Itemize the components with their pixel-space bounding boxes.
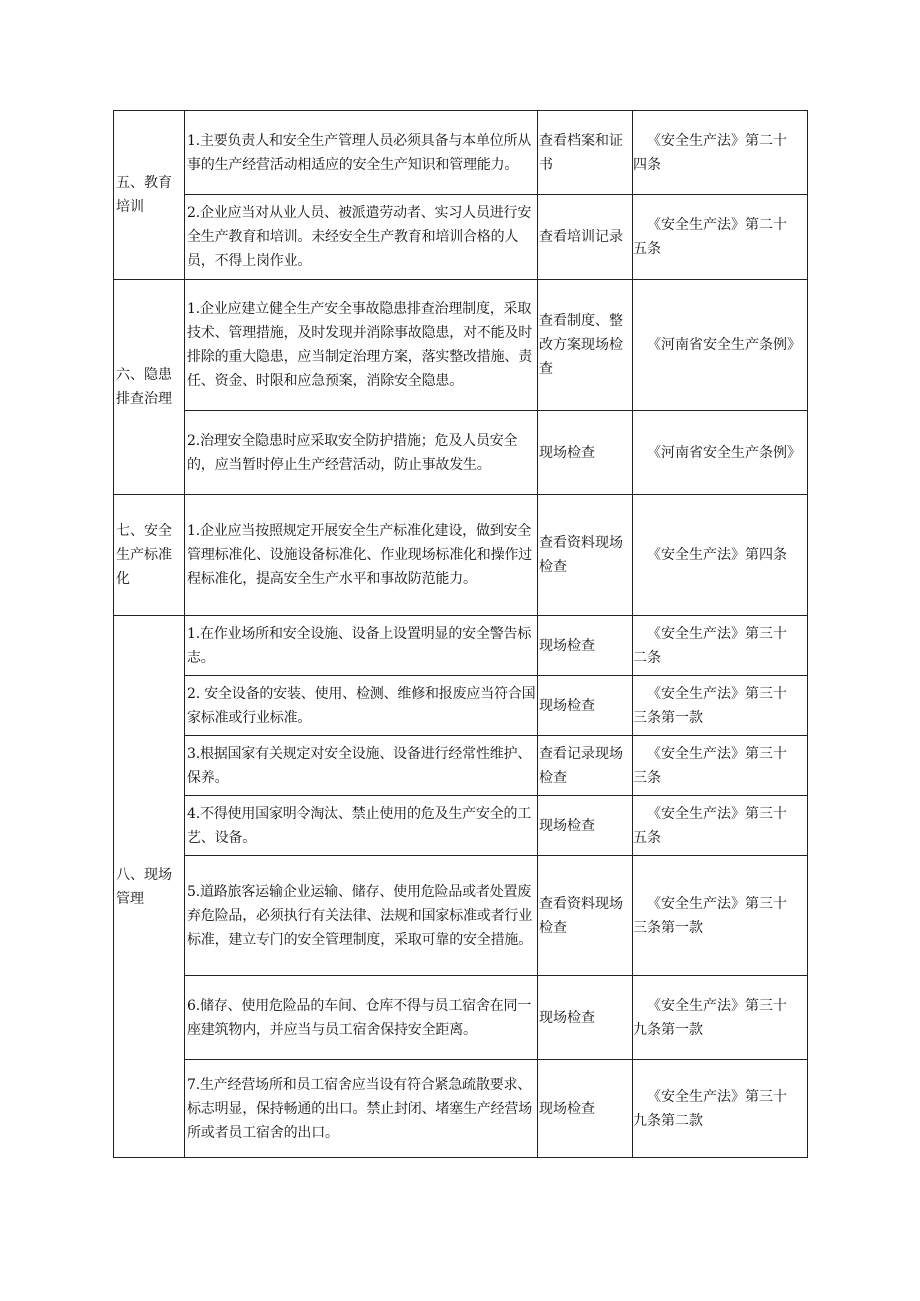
legal-basis-cell: 《安全生产法》第二十 五条 — [633, 195, 808, 280]
legal-basis-cell: 《河南省安全生产条例》 — [633, 411, 808, 495]
requirement-cell: 3.根据国家有关规定对安全设施、设备进行经常性维护、保养。 — [185, 736, 538, 796]
check-method-cell: 现场检查 — [538, 796, 633, 856]
check-method-cell: 现场检查 — [538, 411, 633, 495]
table-row — [114, 676, 808, 736]
requirement-cell: 2.企业应当对从业人员、被派遣劳动者、实习人员进行安全生产教育和培训。未经安全生产教育和培训合格的人员，不得上岗作业。 — [185, 195, 538, 280]
check-method-cell: 查看资料现场检查 — [538, 495, 633, 616]
table-row — [114, 856, 808, 976]
table-row — [114, 280, 808, 411]
table-row — [114, 411, 808, 495]
legal-basis-cell: 《河南省安全生产条例》 — [633, 280, 808, 411]
requirement-cell: 6.储存、使用危险品的车间、仓库不得与员工宿舍在同一座建筑物内，并应当与员工宿舍保持安全距离。 — [185, 976, 538, 1060]
table-row — [114, 976, 808, 1060]
check-method-cell: 现场检查 — [538, 616, 633, 676]
check-method-cell: 现场检查 — [538, 976, 633, 1060]
table-row — [114, 195, 808, 280]
requirement-cell: 2.治理安全隐患时应采取安全防护措施；危及人员安全的，应当暂时停止生产经营活动，防止事故发生。 — [185, 411, 538, 495]
legal-basis-cell: 《安全生产法》第三十 九条第一款 — [633, 976, 808, 1060]
legal-basis-cell: 《安全生产法》第二十 四条 — [633, 111, 808, 195]
requirement-cell: 1.在作业场所和安全设施、设备上设置明显的安全警告标志。 — [185, 616, 538, 676]
legal-basis-cell: 《安全生产法》第三十 九条第二款 — [633, 1060, 808, 1158]
check-method-cell: 查看档案和证书 — [538, 111, 633, 195]
table-row — [114, 1060, 808, 1158]
requirement-cell: 5.道路旅客运输企业运输、储存、使用危险品或者处置废弃危险品，必须执行有关法律、法规和国家标准或者行业标准，建立专门的安全管理制度，采取可靠的安全措施。 — [185, 856, 538, 976]
table-row — [114, 111, 808, 195]
table-row — [114, 616, 808, 676]
check-method-cell: 查看培训记录 — [538, 195, 633, 280]
table-row — [114, 796, 808, 856]
requirement-cell: 1.企业应当按照规定开展安全生产标准化建设，做到安全管理标准化、设施设备标准化、作业现场标准化和操作过程标准化，提高安全生产水平和事故防范能力。 — [185, 495, 538, 616]
check-method-cell: 现场检查 — [538, 676, 633, 736]
legal-basis-cell: 《安全生产法》第三十 三条第一款 — [633, 676, 808, 736]
legal-basis-cell: 《安全生产法》第三十 三条第一款 — [633, 856, 808, 976]
legal-basis-cell: 《安全生产法》第四条 — [633, 495, 808, 616]
requirement-cell: 1.企业应建立健全生产安全事故隐患排查治理制度，采取技术、管理措施，及时发现并消除事故隐患，对不能及时排除的重大隐患，应当制定治理方案，落实整改措施、责任、资金、时限和应急预案，消除安全隐患。 — [185, 280, 538, 411]
table-row — [114, 736, 808, 796]
check-method-cell: 查看资料现场检查 — [538, 856, 633, 976]
check-method-cell: 现场检查 — [538, 1060, 633, 1158]
check-method-cell: 查看制度、整改方案现场检查 — [538, 280, 633, 411]
table-row — [114, 495, 808, 616]
legal-basis-cell: 《安全生产法》第三十 二条 — [633, 616, 808, 676]
requirement-cell: 1.主要负责人和安全生产管理人员必须具备与本单位所从事的生产经营活动相适应的安全生产知识和管理能力。 — [185, 111, 538, 195]
check-method-cell: 查看记录现场检查 — [538, 736, 633, 796]
category-cell: 七、安全生产标准化 — [114, 495, 185, 616]
requirement-cell: 2. 安全设备的安装、使用、检测、维修和报废应当符合国家标准或行业标准。 — [185, 676, 538, 736]
category-cell: 六、隐患排查治理 — [114, 280, 185, 495]
inspection-table — [113, 110, 808, 1158]
category-cell: 八、现场管理 — [114, 616, 185, 1158]
requirement-cell: 4.不得使用国家明令淘汰、禁止使用的危及生产安全的工艺、设备。 — [185, 796, 538, 856]
legal-basis-cell: 《安全生产法》第三十 五条 — [633, 796, 808, 856]
requirement-cell: 7.生产经营场所和员工宿舍应当设有符合紧急疏散要求、标志明显，保持畅通的出口。禁止封闭、堵塞生产经营场所或者员工宿舍的出口。 — [185, 1060, 538, 1158]
category-cell: 五、教育培训 — [114, 111, 185, 280]
legal-basis-cell: 《安全生产法》第三十 三条 — [633, 736, 808, 796]
